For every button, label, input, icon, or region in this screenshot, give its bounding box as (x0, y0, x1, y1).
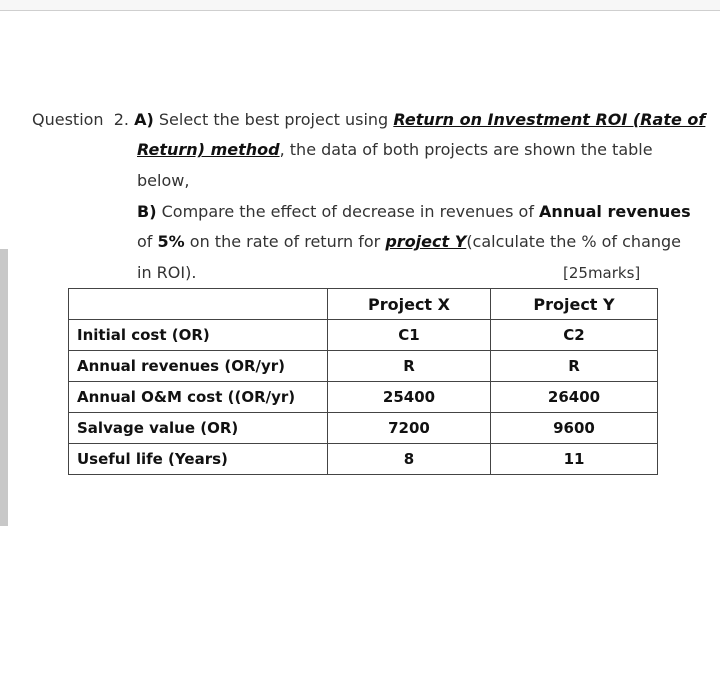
row-label: Annual revenues (OR/yr) (69, 351, 328, 382)
question-line-4 (137, 202, 691, 222)
part-b-mid: on the rate of return for (189, 232, 381, 251)
cell-project-y: C2 (491, 320, 658, 351)
table-header-row (69, 289, 658, 320)
question-line-5 (137, 232, 681, 252)
cell-project-x: R (328, 351, 491, 382)
cell-project-x: 7200 (328, 413, 491, 444)
part-b-text: Compare the effect of decrease in revenues of (161, 202, 534, 221)
roi-method-text-2: Return) method (137, 140, 280, 159)
part-b-post: (calculate the % of change (466, 232, 682, 251)
table-header-blank (69, 289, 328, 320)
left-margin-bar (0, 249, 8, 526)
marks-label: [25marks] (563, 264, 641, 282)
projects-table (68, 288, 658, 475)
cell-project-y: 11 (491, 444, 658, 475)
table-row (69, 444, 658, 475)
cell-project-y: R (491, 351, 658, 382)
cell-project-x: C1 (328, 320, 491, 351)
table-row (69, 413, 658, 444)
table-header-project-y: Project Y (491, 289, 658, 320)
question-number: 2. (113, 110, 129, 129)
part-b-of: of (137, 232, 153, 251)
row-label: Initial cost (OR) (69, 320, 328, 351)
table-row (69, 382, 658, 413)
question-label: Question (32, 110, 104, 129)
part-b-label: B) (137, 202, 157, 221)
part-a-label: A) (134, 110, 154, 129)
row-label: Useful life (Years) (69, 444, 328, 475)
cell-project-y: 26400 (491, 382, 658, 413)
question-line-2: Return) method, the data of both projects are shown the table (137, 140, 653, 159)
roi-method-text-1: Return on Investment ROI (Rate of (393, 110, 706, 129)
project-y-text: project Y (385, 232, 467, 251)
row-label: Salvage value (OR) (69, 413, 328, 444)
question-line-6 (137, 263, 196, 283)
question-line-1 (32, 110, 705, 130)
table-header-project-x: Project X (328, 289, 491, 320)
table-row (69, 320, 658, 351)
percent-bold: 5% (157, 232, 185, 251)
part-a-continuation: the data of both projects are shown the table (289, 140, 653, 159)
table-row (69, 351, 658, 382)
part-a-text: Select the best project using (158, 110, 389, 129)
cell-project-x: 25400 (328, 382, 491, 413)
part-b-end: in ROI). (137, 263, 197, 282)
cell-project-y: 9600 (491, 413, 658, 444)
top-divider (0, 0, 720, 11)
part-a-end: below, (137, 171, 190, 190)
annual-revenues-bold: Annual revenues (539, 202, 691, 221)
row-label: Annual O&M cost ((OR/yr) (69, 382, 328, 413)
cell-project-x: 8 (328, 444, 491, 475)
question-line-3 (137, 171, 189, 191)
